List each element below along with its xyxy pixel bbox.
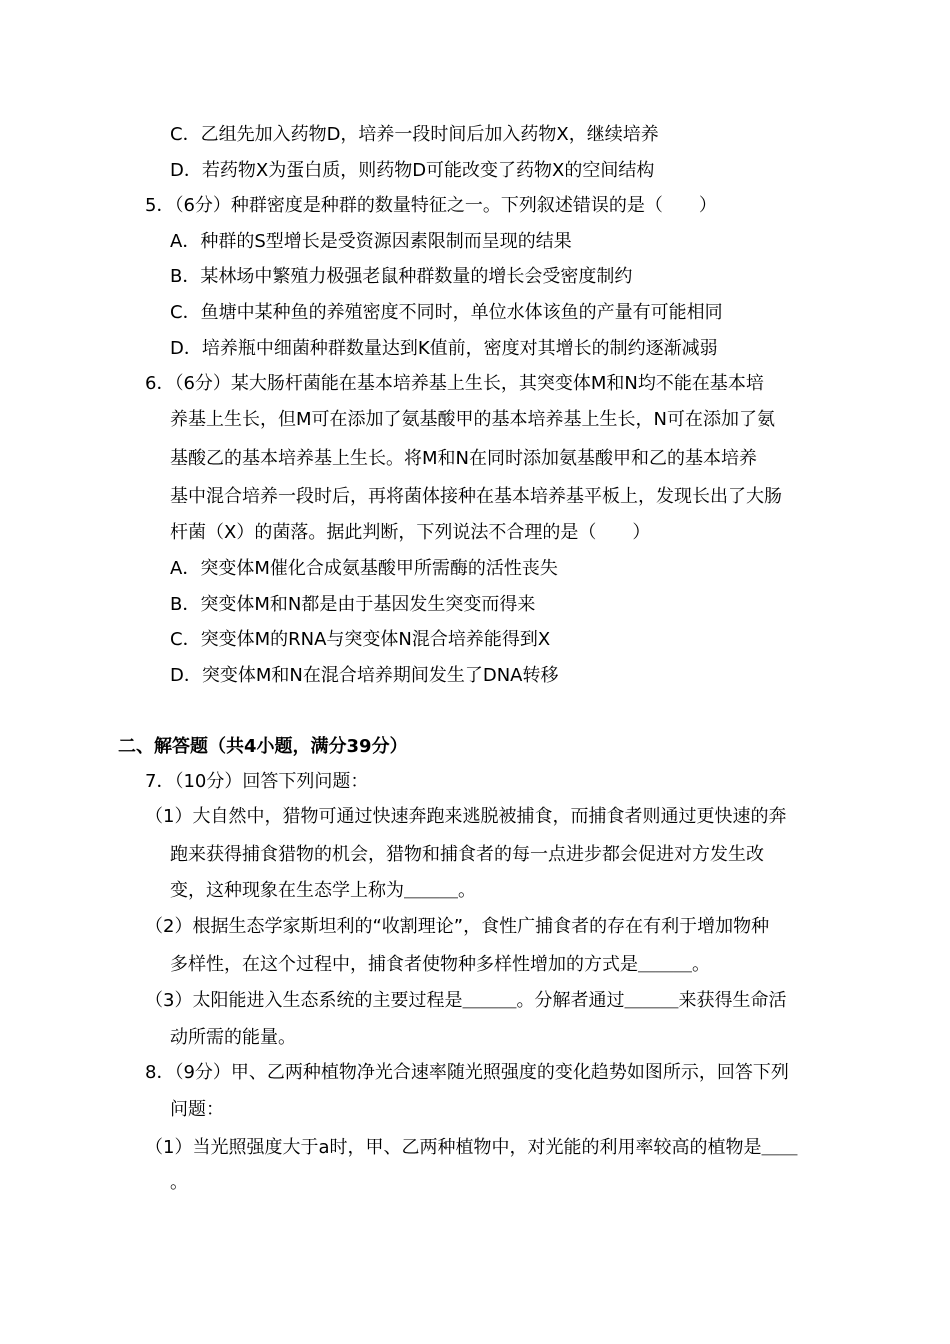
q6-option-c: C．突变体M的RNA与突变体N混合培养能得到X — [170, 629, 551, 650]
q5-option-a: A．种群的S型增长是受资源因素限制而呈现的结果 — [170, 231, 572, 252]
q5-option-b: B．某林场中繁殖力极强老鼠种群数量的增长会受密度制约 — [170, 266, 633, 287]
q5-option-d: D．培养瓶中细菌种群数量达到K值前，密度对其增长的制约逐渐减弱 — [170, 338, 718, 359]
q8-part1-line-2: 。 — [170, 1172, 188, 1193]
q6-stem-line-4: 基中混合培养一段时后，再将菌体接种在基本培养基平板上，发现长出了大肠 — [170, 486, 782, 507]
q8-part1-line-1: （1）当光照强度大于a时，甲、乙两种植物中，对光能的利用率较高的植物是＿＿ — [145, 1137, 798, 1158]
q7-part1-line-1: （1）大自然中，猎物可通过快速奔跑来逃脱被捕食，而捕食者则通过更快速的奔 — [145, 806, 787, 827]
q7-part1-line-3: 变，这种现象在生态学上称为＿＿＿。 — [170, 880, 476, 901]
q5-stem: 5．（6分）种群密度是种群的数量特征之一。下列叙述错误的是（ ） — [145, 195, 717, 216]
section-heading: 二、解答题（共4小题，满分39分） — [118, 736, 408, 757]
q8-stem-line-2: 问题： — [170, 1099, 224, 1120]
q7-stem: 7．（10分）回答下列问题： — [145, 771, 369, 792]
q4-option-d: D．若药物X为蛋白质，则药物D可能改变了药物X的空间结构 — [170, 160, 655, 181]
q7-part1-line-2: 跑来获得捕食猎物的机会，猎物和捕食者的每一点进步都会促进对方发生改 — [170, 844, 764, 865]
q6-stem-line-5: 杆菌（X）的菌落。据此判断，下列说法不合理的是（ ） — [170, 522, 651, 543]
q8-stem-line-1: 8．（9分）甲、乙两种植物净光合速率随光照强度的变化趋势如图所示，回答下列 — [145, 1062, 789, 1083]
q4-option-c: C．乙组先加入药物D，培养一段时间后加入药物X，继续培养 — [170, 124, 659, 145]
q7-part2-line-1: （2）根据生态学家斯坦利的“收割理论”，食性广捕食者的存在有利于增加物种 — [145, 916, 770, 937]
q6-option-d: D．突变体M和N在混合培养期间发生了DNA转移 — [170, 665, 559, 686]
q6-stem-line-2: 养基上生长，但M可在添加了氨基酸甲的基本培养基上生长，N可在添加了氨 — [170, 409, 775, 430]
q7-part3-line-1: （3）太阳能进入生态系统的主要过程是＿＿＿。分解者通过＿＿＿来获得生命活 — [145, 990, 787, 1011]
q7-part2-line-2: 多样性，在这个过程中，捕食者使物种多样性增加的方式是＿＿＿。 — [170, 954, 710, 975]
q5-option-c: C．鱼塘中某种鱼的养殖密度不同时，单位水体该鱼的产量有可能相同 — [170, 302, 723, 323]
q6-option-b: B．突变体M和N都是由于基因发生突变而得来 — [170, 594, 536, 615]
q6-stem-line-1: 6．（6分）某大肠杆菌能在基本培养基上生长，其突变体M和N均不能在基本培 — [145, 373, 764, 394]
q7-part3-line-2: 动所需的能量。 — [170, 1027, 296, 1048]
q6-stem-line-3: 基酸乙的基本培养基上生长。将M和N在同时添加氨基酸甲和乙的基本培养 — [170, 448, 757, 469]
q6-option-a: A．突变体M催化合成氨基酸甲所需酶的活性丧失 — [170, 558, 558, 579]
